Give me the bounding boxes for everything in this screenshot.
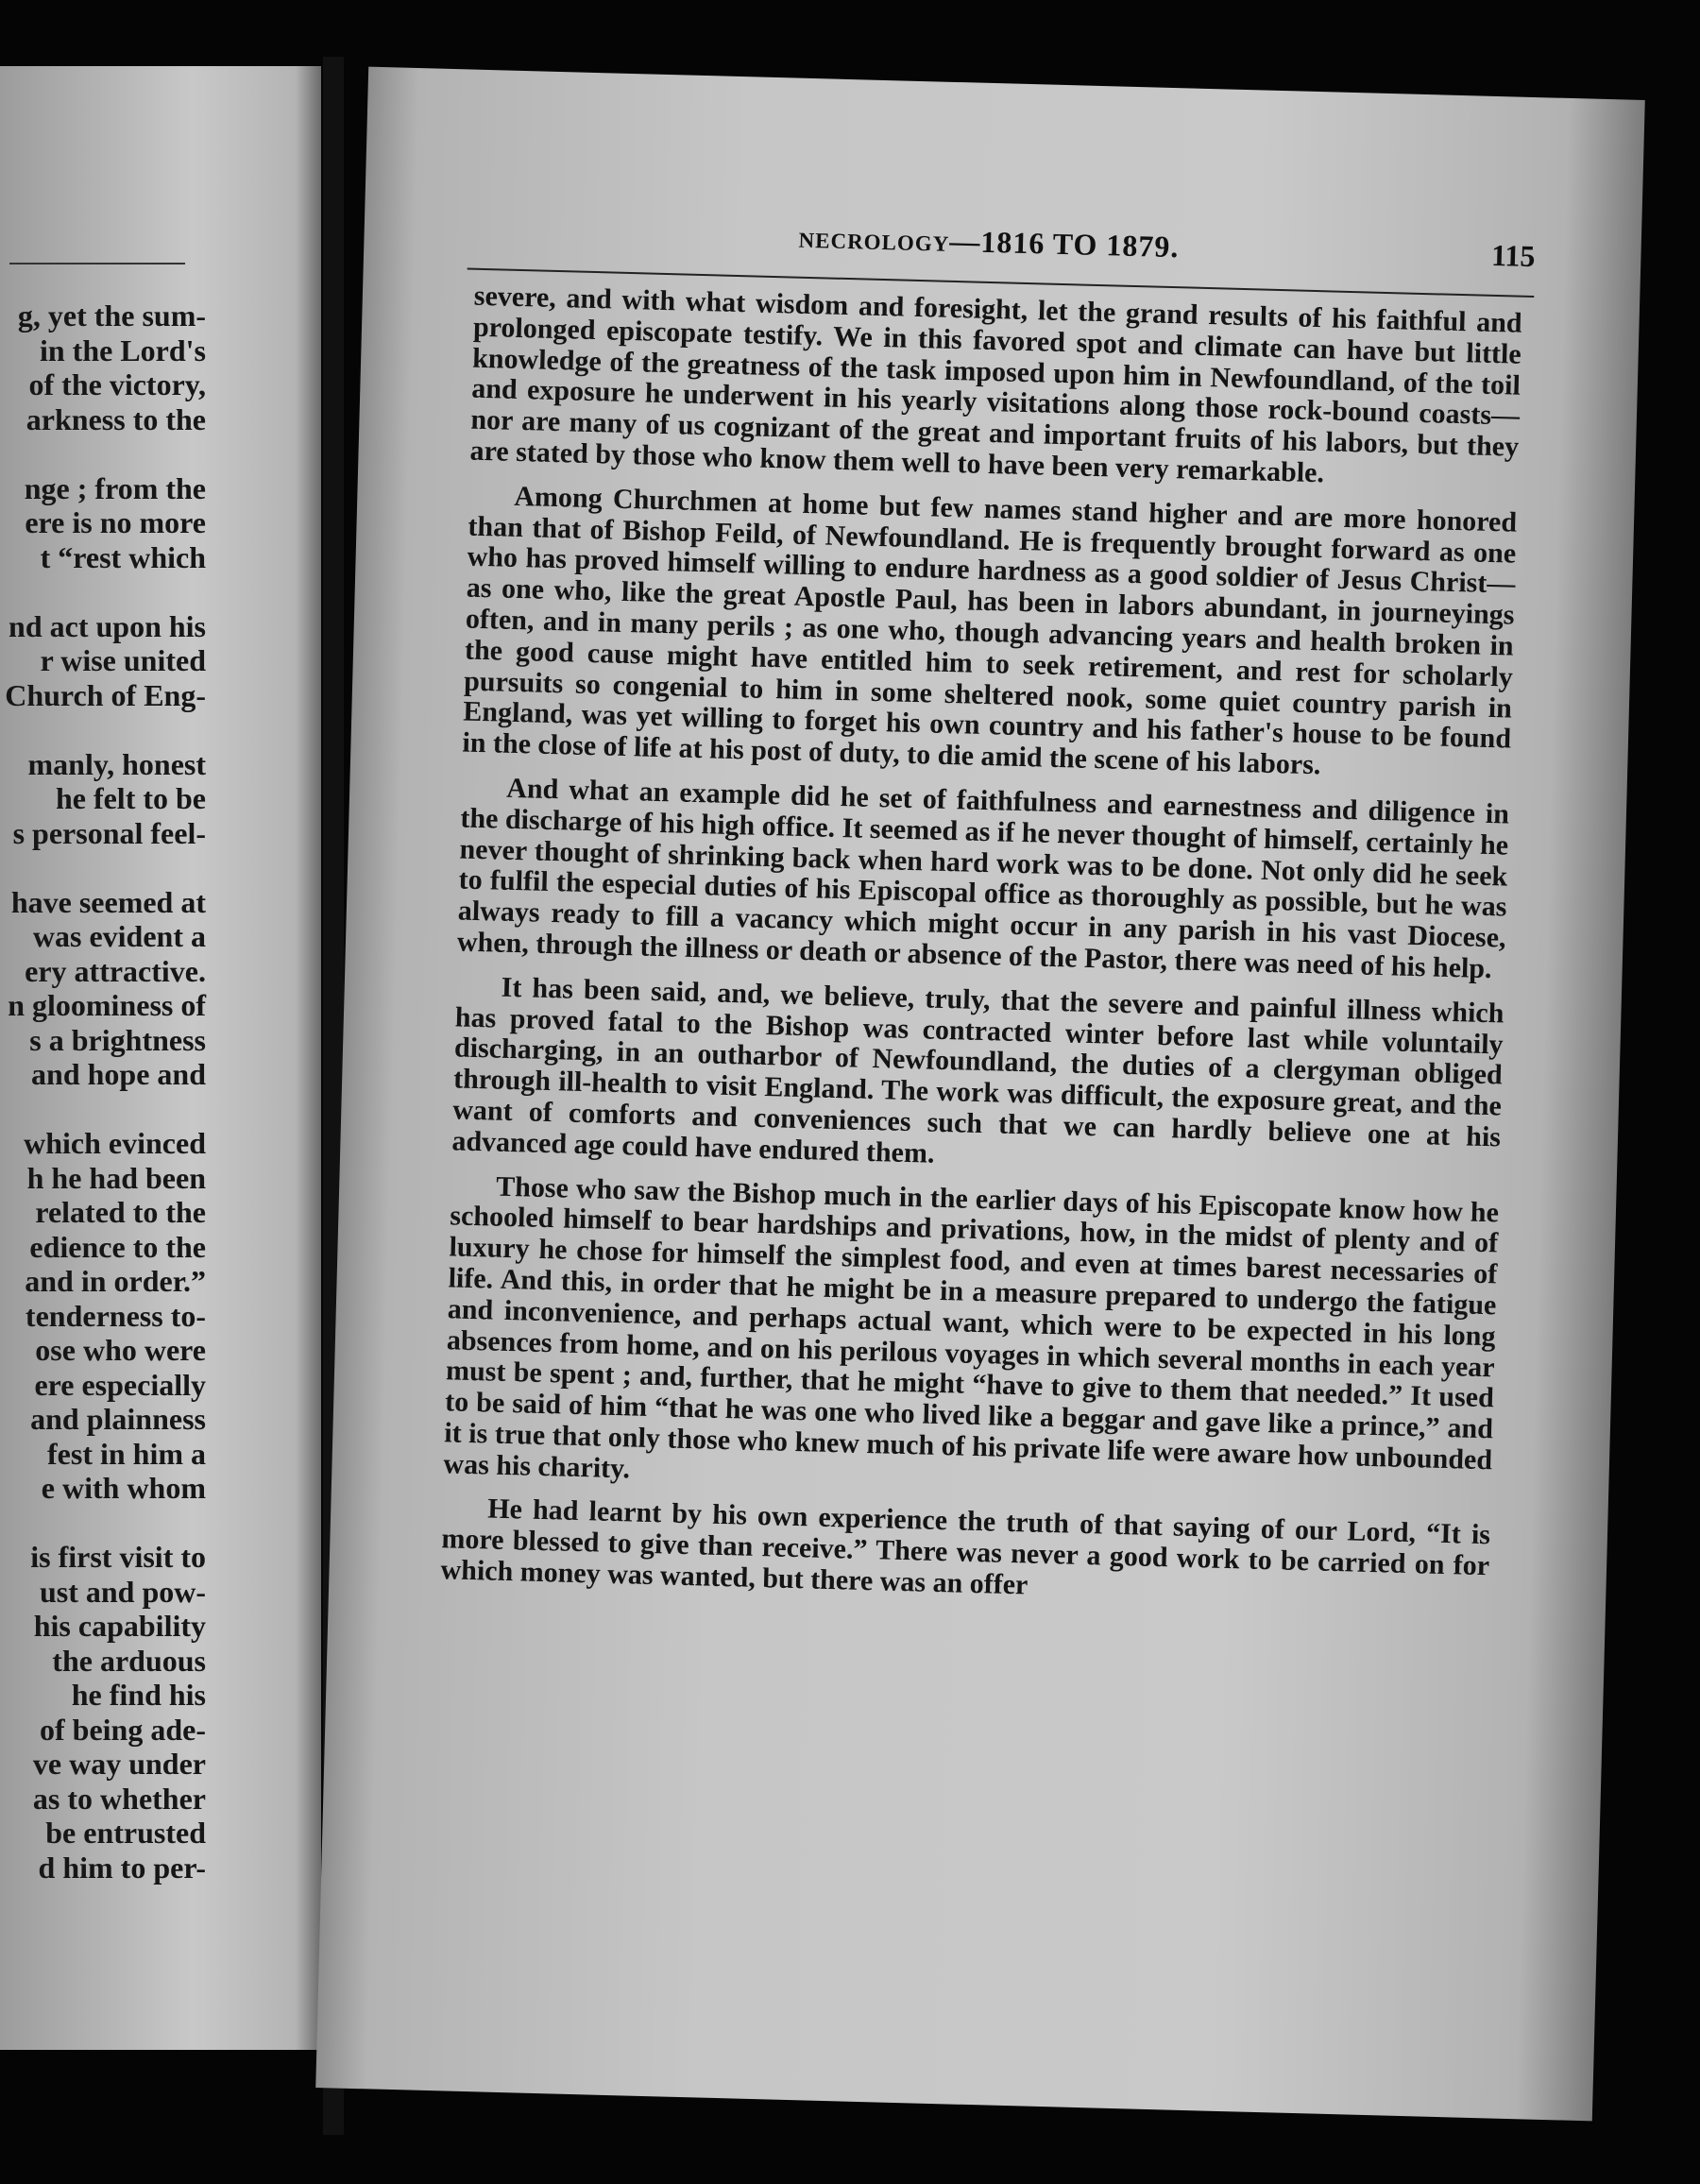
facing-page-line: was evident a <box>32 919 206 953</box>
facing-page-line: ere especially <box>34 1367 206 1402</box>
facing-page-line: in the Lord's <box>39 333 206 367</box>
facing-page-rule <box>9 263 185 264</box>
book-page <box>315 67 1645 2122</box>
facing-page-line: nge ; from the <box>24 470 206 505</box>
facing-page-line: the arduous <box>52 1643 206 1678</box>
facing-page-line: s personal feel- <box>12 815 206 850</box>
facing-page-line: is first visit to <box>30 1540 206 1574</box>
facing-page-line: ose who were <box>35 1333 206 1367</box>
facing-page-line <box>0 436 206 471</box>
facing-page-line: nd act upon his <box>8 608 206 643</box>
running-head <box>798 220 1180 265</box>
facing-page-line: arkness to the <box>26 401 206 436</box>
facing-page-line: related to the <box>35 1195 206 1229</box>
facing-page-line: of the victory, <box>28 367 206 401</box>
facing-page-line <box>0 1092 206 1127</box>
paragraph-6: He had learnt by his own experience the truth of that saying of our Lord, “It is more blessed to give than receive.” There was never a good work to be carried on for which money was wanted, but there was an offer <box>440 1493 1491 1601</box>
facing-page-line: and hope and <box>31 1057 206 1091</box>
facing-page-line <box>0 712 206 747</box>
facing-page-line: he find his <box>71 1678 206 1712</box>
facing-page-line <box>0 574 206 609</box>
paragraph-5: Those who saw the Bishop much in the earlier days of his Episcopate know how he schooled himself to bear hardships and privations, how, in the midst of plenty and of luxury he chose for himself the simplest food, and even at times barest necessaries of life. And this, in order that he might be in a measure prepared to undergo the fatigue and inconvenience, and perhaps actual want, which were to be expected in his long absences from home, and on his perilous voyages in which several months in each year must be spent ; and, further, that he might “have to give to them that needed.” It used to be said of him “that he was one who lived like a beggar and gave like a prince,” and it is true that only those who knew much of his private life were aware how unbounded was his charity. <box>443 1170 1500 1485</box>
facing-page-line: manly, honest <box>27 746 206 781</box>
facing-page-line <box>0 850 206 885</box>
body-text <box>440 282 1522 1627</box>
facing-page-line: he felt to be <box>55 781 206 815</box>
facing-page-line: have seemed at <box>10 884 206 919</box>
paragraph-4: It has been said, and, we believe, truly, that the severe and painful illness which has proved fatal to the Bishop was contracted winter before last while voluntaily discharging, in an outharbor of Newfoundland, the duties of a clergyman obliged through ill-health to visit England. The work was difficult, the exposure great, and the want of comforts and conveniences such that we can hardly believe one at his advanced age could have endured them. <box>451 971 1504 1169</box>
paragraph-3: And what an example did he set of faithfulness and earnestness and diligence in the discharge of his high office. It seemed as if he never thought of himself, certainly he never thought of shrinking back when hard work was to be done. Not only did he seek to fulfil the especial duties of his Episcopal office as thoroughly as possible, but he was always ready to fill a vacancy which might occur in any parish in his vast Diocese, when, through the illness or death or absence of the Pastor, there was need of his help. <box>456 772 1510 985</box>
facing-page-line: which evinced <box>24 1126 206 1160</box>
facing-page-line: n gloominess of <box>8 988 206 1022</box>
paragraph-2: Among Churchmen at home but few names stand higher and are more honored than that of Bishop Feild, of Newfoundland. He is frequently brought forward as one who has proved himself willing to endure hardness as a good soldier of Jesus Christ—as one who, like the great Apostle Paul, has been in labors abundant, in journeyings often, and in many perils ; as one who, though advancing years and health broken in the good cause might have entitled him to seek retirement, and rest for scholarly pursuits so congenial to him in some sheltered nook, some quiet country parish in England, was yet willing to forget his own country and his father's house to be found in the close of life at his post of duty, to die amid the scene of his labors. <box>462 480 1518 781</box>
page-number: 115 <box>1490 237 1536 274</box>
facing-page-line: r wise united <box>40 643 206 677</box>
page-header <box>468 211 1536 286</box>
facing-page-line: as to whether <box>32 1781 206 1816</box>
facing-page-line: t “rest which <box>40 539 206 574</box>
facing-page-line: h he had been <box>26 1160 206 1195</box>
facing-page-line: s a brightness <box>29 1022 206 1057</box>
paragraph-1: severe, and with what wisdom and foresight, let the grand results of his faithful and prolonged episcopate testify. We in this favored spot and climate can have but little knowledge of the greatness of the task imposed upon him in Newfoundland, of the toil and exposure he underwent in his yearly visitations along those rock-bound coasts—nor are many of us cognizant of the great and important fruits of his labors, but they are stated by those who know them well to have been very remarkable. <box>469 280 1522 489</box>
facing-page-line: and plainness <box>30 1402 206 1436</box>
facing-page-line: his capability <box>33 1609 206 1643</box>
facing-page-line: tenderness to- <box>25 1298 206 1333</box>
facing-page-line: ust and pow- <box>39 1574 206 1609</box>
facing-page-line: and in order.” <box>25 1264 206 1298</box>
facing-page-line: Church of Eng- <box>5 677 206 712</box>
facing-page-line: e with whom <box>41 1471 206 1505</box>
facing-page-line <box>0 1506 206 1541</box>
facing-page-line: ere is no more <box>25 505 206 539</box>
running-head-small-caps: NECROLOGY <box>798 228 950 256</box>
facing-page-line: ery attractive. <box>25 953 206 988</box>
running-head-dates: —1816 TO 1879. <box>948 223 1180 264</box>
facing-page-line: g, yet the sum- <box>17 299 206 333</box>
facing-page-text <box>0 299 206 1885</box>
facing-page-line: ve way under <box>32 1747 206 1781</box>
facing-page-line: be entrusted <box>45 1816 206 1850</box>
facing-page-line: d him to per- <box>38 1850 206 1885</box>
facing-page-line: of being ade- <box>40 1712 206 1747</box>
facing-page-line: fest in him a <box>47 1436 206 1471</box>
facing-page-fragment <box>0 66 321 2050</box>
facing-page-line: edience to the <box>29 1229 206 1264</box>
